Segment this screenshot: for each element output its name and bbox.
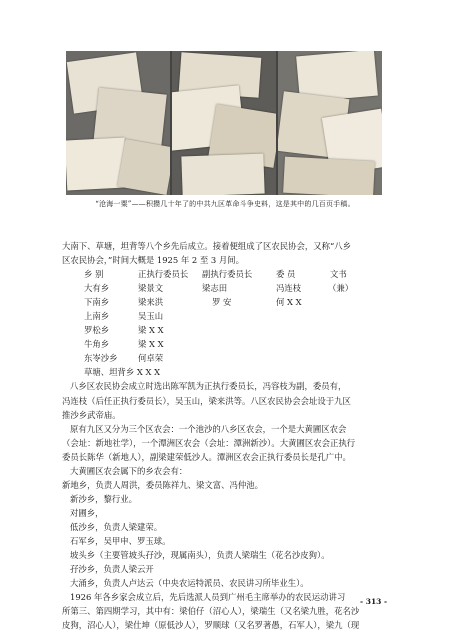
body-text [62,239,392,632]
manuscript-photo [66,51,382,195]
list-item: 低沙乡，负责人梁建荣。 [70,521,163,532]
table-cell: 何卓荣 [138,353,164,364]
paragraph-line: 委员长陈华（新地人），副梁建荣低沙人。潭洲区农会正执行委员长是孔广中。 [62,451,351,462]
table-cell: 梁景文 [138,283,164,294]
photo-panel-middle [172,51,276,195]
table-cell: 梁志田 [202,283,228,294]
list-item: 对圃乡， [70,507,104,518]
table-header: 委 员 [276,269,296,280]
table-row [62,295,392,309]
table-cell: 上南乡 [84,311,110,322]
list-item: 新地乡，负责人周洪，委员陈祥九、梁文富、冯仲池。 [62,479,263,490]
paragraph-line: 1926 年各乡家会成立后，先后选派人员到广州毛主席举办的农民运动讲习 [70,592,346,603]
paragraph-line: 原有九区又分为三个区农会：一个池沙的八乡区农会，一个是大黄圃区农会 [70,423,347,434]
list-item: 孖沙乡，负责人梁云开 [70,564,154,575]
paragraph-line: 冯连枝（后任正执行委员长），吴玉山，梁来洪等。八区农民协会会址设于九区 [62,395,351,406]
paragraph-line: 推沙乡武帝庙。 [62,409,121,420]
table-cell: 冯连枝 [276,283,302,294]
list-item: 坡头乡（主要管坡头孖沙，现属南头），负责人梁瑞生（花名沙皮狗）。 [70,550,330,561]
table-cell: 牛角乡 [84,339,110,350]
page-number: - 313 - [360,597,388,606]
paragraph-line: 所第三、第四期学习，其中有：梁伯仔（沼心人），梁瑞生（又名梁九胜，花名沙 [62,606,360,617]
table-header: 乡 别 [84,269,104,280]
paragraph-line: （会址：新地社学），一个潭洲区农会（会址：潭洲新沙）。大黄圃区农会正执行 [62,437,356,448]
table-header: 正执行委员长 [138,269,189,280]
table-cell: 梁 X X [138,339,164,350]
paragraph-line: 大南下、草塘，坦背等八个乡先后成立。接着便组成了区农民协会，又称“八乡 [62,241,352,251]
table-cell: 罗松乡 [84,325,110,336]
table-row [62,281,392,295]
table-header: 副执行委员长 [202,269,253,280]
list-item: 大涌乡，负责人卢达云（中央农运特派员、农民讲习所毕业生）。 [70,578,309,589]
list-item: 新沙乡，黎行业。 [70,493,137,504]
photo-caption: “沧海一粟”——积攒几十年了的中共九区革命斗争史料，这是其中的几百页手稿。 [95,200,355,208]
table-row [62,365,392,379]
table-cell: 罗 安 [212,297,232,308]
table-cell: 东岺沙乡 [84,353,118,364]
table-cell: （兼） [328,283,354,294]
table-cell: 大有乡 [84,283,110,294]
table-cell: 梁 X X [138,325,164,336]
table-row [62,351,392,365]
table-cell: 草塘、坦背乡 X X X [84,367,161,378]
photo-panel-right [278,51,382,195]
table-header-row [62,267,392,281]
table-row [62,323,392,337]
table-cell: 何 X X [276,297,302,308]
paragraph-line: 皮狗，沼心人），梁仕坤（原低沙人），罗顺球（又名罗著愚，石军人），梁九（现 [62,620,360,631]
table-cell: 吴玉山 [138,311,164,322]
table-cell: 梁来洪 [138,297,164,308]
list-item: 石军乡，吴甲申、罗玉球。 [70,535,171,546]
table-cell: 下南乡 [84,297,110,308]
paragraph-line: 八乡区农民协会成立时选出陈军凯为正执行委员长，冯容枝为副，委员有， [70,381,347,392]
paragraph-line: 大黄圃区农会属下的乡农会有： [70,465,188,476]
table-row [62,309,392,323]
paragraph-line: 区农民协会，”时间大概是 1925 年 2 至 3 月间。 [62,255,245,266]
photo-panel-left [66,51,170,195]
table-row [62,337,392,351]
table-header: 文书 [330,269,347,280]
